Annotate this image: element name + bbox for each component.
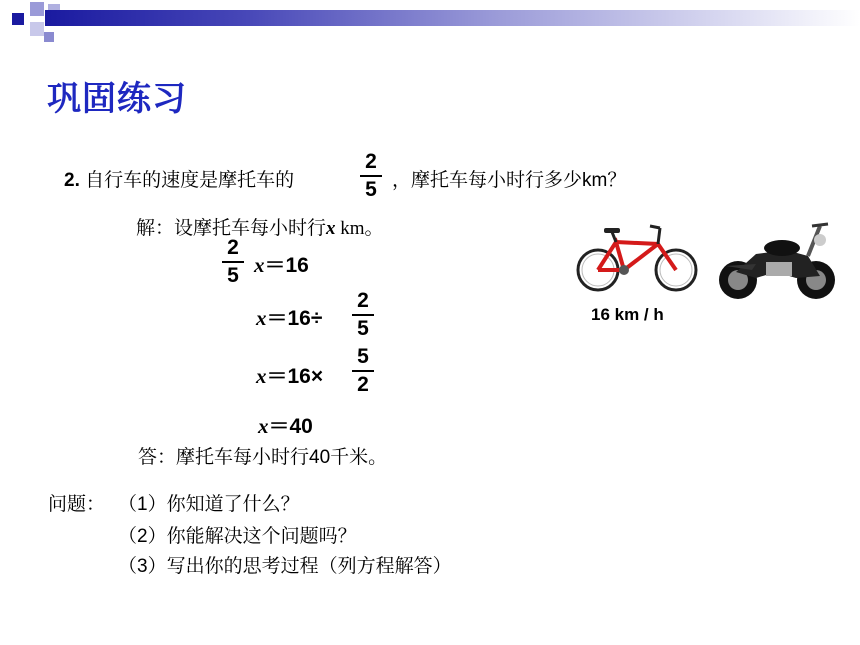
fraction-denominator: 5 xyxy=(365,178,377,201)
questions-label: 问题： xyxy=(48,494,106,515)
slide-title: 巩固练习 xyxy=(47,79,187,119)
fraction-numerator: 5 xyxy=(357,345,369,368)
step2-equation xyxy=(256,302,322,332)
variable: x xyxy=(254,253,265,277)
fraction-numerator: 2 xyxy=(357,289,369,312)
fraction-denominator: 5 xyxy=(227,264,239,287)
answer-text: 答：摩托车每小时行40千米。 xyxy=(138,447,388,468)
step1-fraction xyxy=(222,236,244,288)
question-1: （1）你知道了什么？ xyxy=(118,494,300,515)
variable: x xyxy=(256,306,267,330)
solution-let xyxy=(136,213,384,240)
problem-statement xyxy=(64,165,294,192)
step4-equation xyxy=(258,410,313,440)
fraction-numerator: 2 xyxy=(365,150,377,173)
fraction-bar xyxy=(352,314,374,316)
fraction-bar xyxy=(222,261,244,263)
question-3: （3）写出你的思考过程（列方程解答） xyxy=(118,556,452,577)
variable: x xyxy=(256,364,267,388)
variable: x xyxy=(258,414,269,438)
header-bar xyxy=(45,10,860,26)
step2-fraction xyxy=(352,289,374,341)
step1-equation xyxy=(254,249,309,279)
fraction-bar xyxy=(360,175,382,177)
motorcycle-image xyxy=(716,212,840,304)
fraction-denominator: 5 xyxy=(357,317,369,340)
fraction-denominator: 2 xyxy=(357,373,369,396)
step3-equation xyxy=(256,360,323,390)
decor-square xyxy=(44,32,54,42)
equation-rest: ＝40 xyxy=(268,415,313,438)
bicycle-speed-label: 16 km / h xyxy=(591,305,664,324)
let-variable: x xyxy=(326,218,336,239)
fraction-numerator: 2 xyxy=(227,236,239,259)
problem-text-after: ，摩托车每小时行多少km？ xyxy=(392,170,627,191)
let-prefix: 解：设摩托车每小时行 xyxy=(136,218,327,239)
bicycle-image xyxy=(576,220,700,296)
problem-fraction xyxy=(360,150,382,202)
problem-text-before: 自行车的速度是摩托车的 xyxy=(85,170,295,191)
equation-rest: ＝16× xyxy=(266,365,324,388)
let-unit: km。 xyxy=(335,218,384,239)
decor-square xyxy=(12,13,24,25)
equation-rest: ＝16 xyxy=(264,254,309,277)
equation-rest: ＝16÷ xyxy=(266,307,323,330)
decor-square xyxy=(30,22,44,36)
step3-fraction xyxy=(352,345,374,397)
problem-number: 2. xyxy=(64,170,80,191)
question-2: （2）你能解决这个问题吗？ xyxy=(118,526,357,547)
fraction-bar xyxy=(352,370,374,372)
decor-square xyxy=(30,2,44,16)
